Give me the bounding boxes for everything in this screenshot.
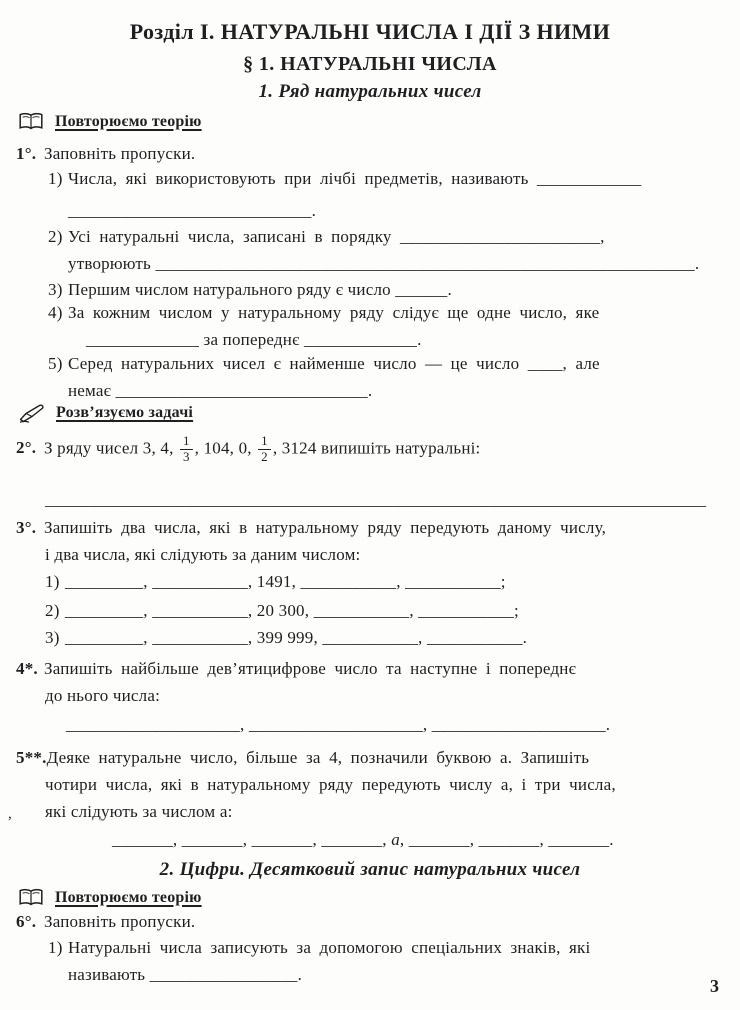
ex1-item-3 bbox=[48, 279, 452, 300]
exercise-2-number: 2°. bbox=[16, 438, 37, 458]
ex2-answer-blank: ____________________________________________________________________________ bbox=[45, 490, 707, 509]
ex1-item-1-line-1 bbox=[48, 168, 641, 189]
exercise-3-line-2: і два числа, які слідують за даним числом: bbox=[45, 545, 361, 564]
statement-text: , 3124 випишіть натуральні: bbox=[272, 438, 481, 458]
ex5-answer-blank bbox=[112, 829, 614, 850]
exercise-2-statement bbox=[16, 434, 480, 465]
exercise-4-number: 4*. bbox=[16, 659, 38, 678]
ex1-item-4-line-1 bbox=[48, 302, 599, 323]
row-blanks: _________, ___________, 1491, ___________, ___________; bbox=[65, 572, 506, 591]
ex1-item-2-line-2: утворюють ______________________________________________________________. bbox=[68, 254, 700, 273]
exercise-1-number: 1°. bbox=[16, 144, 37, 163]
ex4-answer-blank: ____________________, ____________________, ____________________. bbox=[66, 715, 611, 734]
exercise-1-title: Заповніть пропуски. bbox=[44, 144, 196, 163]
statement-text: З ряду чисел 3, 4, bbox=[44, 438, 178, 458]
page-number: 3 bbox=[710, 976, 719, 996]
item-text: Усі натуральні числа, записані в порядку _______________________, bbox=[68, 227, 605, 246]
row-blanks: _________, ___________, 20 300, ___________, ___________; bbox=[65, 601, 519, 620]
exercise-6-heading bbox=[16, 911, 195, 932]
row-number: 3) bbox=[45, 628, 60, 647]
fraction-one-half bbox=[258, 434, 271, 465]
fraction-numerator: 1 bbox=[180, 434, 193, 450]
exercise-3-line-1 bbox=[16, 517, 606, 538]
ex6-item-1-line-2: називають _________________. bbox=[68, 965, 303, 984]
ex1-item-2-line-1 bbox=[48, 226, 605, 247]
answer-blanks: , _______, _______, _______. bbox=[399, 830, 614, 849]
item-number: 1) bbox=[48, 169, 63, 188]
item-text: Числа, які використовують при лічбі предметів, називають ____________ bbox=[68, 169, 642, 188]
ex1-item-1-line-2: ____________________________. bbox=[68, 201, 317, 220]
theory-header-2 bbox=[18, 888, 202, 907]
exercise-5-line-2: чотири числа, які в натуральному ряду передують числу a, і три числа, bbox=[45, 775, 616, 794]
theory-header-label: Повторюємо теорію bbox=[55, 888, 202, 906]
exercise-4-line-1 bbox=[16, 658, 576, 679]
ex6-item-1-line-1 bbox=[48, 937, 590, 958]
statement-text: Деяке натуральне число, більше за 4, позначили буквою a. Запишіть bbox=[46, 748, 590, 767]
open-book-icon bbox=[18, 888, 44, 907]
exercise-5-line-3: які слідують за числом a: bbox=[45, 802, 233, 821]
exercise-5-line-1 bbox=[16, 747, 589, 768]
answer-blanks: _______, _______, _______, _______, bbox=[112, 830, 392, 849]
statement-text: , 104, 0, bbox=[194, 438, 257, 458]
fraction-denominator: 2 bbox=[261, 448, 268, 464]
theory-header-1 bbox=[18, 112, 202, 131]
item-text: Серед натуральних чисел є найменше число — це число ____, але bbox=[68, 354, 600, 373]
row-number: 2) bbox=[45, 601, 60, 620]
ex1-item-5-line-1 bbox=[48, 353, 600, 374]
theory-header-label: Повторюємо теорію bbox=[55, 112, 202, 130]
item-text: Першим числом натурального ряду є число ______. bbox=[68, 280, 452, 299]
section-title: § 1. НАТУРАЛЬНІ ЧИСЛА bbox=[243, 53, 497, 75]
statement-text: Запишіть два числа, які в натуральному ряду передують даному числу, bbox=[44, 518, 607, 537]
ex3-row-3 bbox=[45, 627, 527, 648]
item-number: 4) bbox=[48, 303, 63, 322]
ex3-row-2 bbox=[45, 600, 519, 621]
row-blanks: _________, ___________, 399 999, ___________, ___________. bbox=[65, 628, 528, 647]
topic-title-1: 1. Ряд натуральних чисел bbox=[258, 81, 482, 102]
topic-title-2: 2. Цифри. Десятковий запис натуральних чисел bbox=[159, 859, 581, 880]
fraction-denominator: 3 bbox=[182, 448, 190, 464]
item-text: За кожним числом у натуральному ряду слідує ще одне число, яке bbox=[68, 303, 600, 322]
exercise-5-number: 5**. bbox=[16, 748, 47, 767]
scan-artifact-mark: , bbox=[8, 806, 12, 822]
exercise-1-heading bbox=[16, 143, 195, 164]
writing-pen-icon bbox=[18, 403, 45, 423]
item-number: 3) bbox=[48, 280, 63, 299]
statement-text: Запишіть найбільше дев’ятицифрове число та наступне і попереднє bbox=[44, 659, 577, 678]
exercise-6-number: 6°. bbox=[16, 912, 37, 931]
item-number: 2) bbox=[48, 227, 63, 246]
tasks-header bbox=[18, 403, 193, 423]
fraction-one-third bbox=[180, 434, 193, 465]
fraction-numerator: 1 bbox=[258, 434, 271, 450]
ex1-item-4-line-2: _____________ за попереднє _____________. bbox=[86, 330, 422, 349]
ex1-item-5-line-2: немає _____________________________. bbox=[68, 381, 373, 400]
item-number: 1) bbox=[48, 938, 63, 957]
item-number: 5) bbox=[48, 354, 63, 373]
item-text: Натуральні числа записують за допомогою спеціальних знаків, які bbox=[68, 938, 591, 957]
variable-a: a bbox=[391, 830, 400, 849]
tasks-header-label: Розв’язуємо задачі bbox=[56, 404, 194, 421]
chapter-title: Розділ I. НАТУРАЛЬНІ ЧИСЛА І ДІЇ З НИМИ bbox=[129, 19, 611, 44]
exercise-6-title: Заповніть пропуски. bbox=[44, 912, 196, 931]
open-book-icon bbox=[18, 112, 44, 131]
row-number: 1) bbox=[45, 572, 60, 591]
ex3-row-1 bbox=[45, 571, 506, 592]
exercise-4-line-2: до нього числа: bbox=[45, 686, 160, 705]
exercise-3-number: 3°. bbox=[16, 518, 37, 537]
